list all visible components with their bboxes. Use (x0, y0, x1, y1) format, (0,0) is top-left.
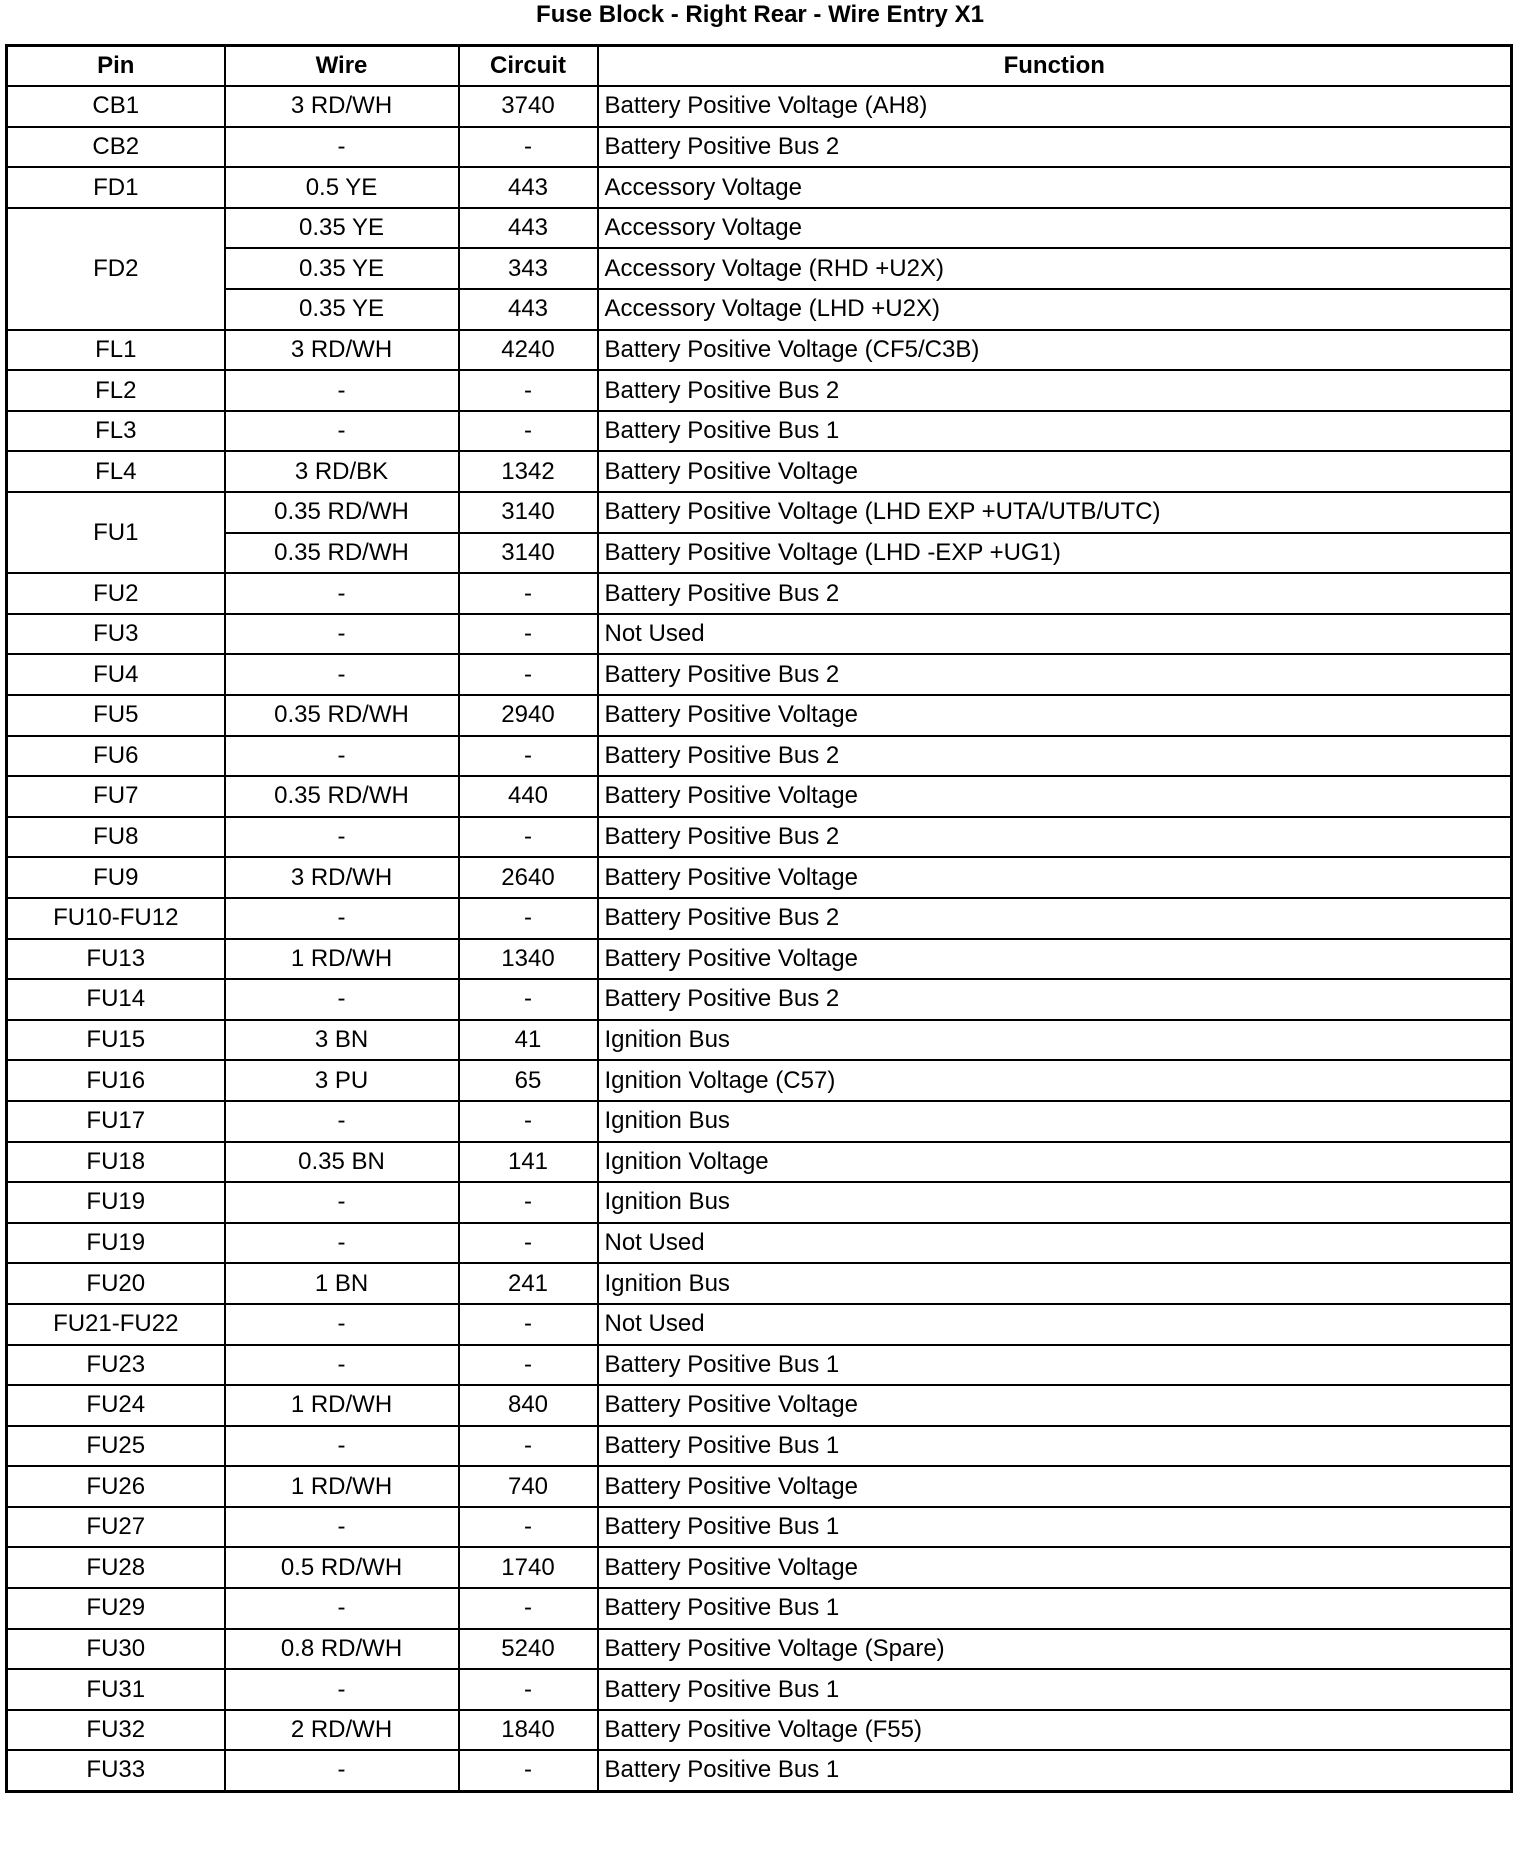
cell-circuit: 65 (459, 1060, 598, 1101)
cell-pin: FU9 (7, 857, 225, 898)
table-row (7, 1669, 1512, 1710)
cell-function: Battery Positive Bus 2 (598, 817, 1512, 858)
table-row (7, 1020, 1512, 1061)
cell-wire: - (225, 817, 459, 858)
cell-circuit: - (459, 736, 598, 777)
table-row (7, 1385, 1512, 1426)
cell-circuit: - (459, 654, 598, 695)
cell-wire: 1 RD/WH (225, 939, 459, 980)
cell-pin: FU20 (7, 1263, 225, 1304)
table-row (7, 1507, 1512, 1548)
cell-function: Battery Positive Bus 2 (598, 573, 1512, 614)
cell-function: Battery Positive Bus 2 (598, 736, 1512, 777)
table-row (7, 533, 1512, 574)
cell-circuit: 2640 (459, 857, 598, 898)
cell-function: Battery Positive Bus 1 (598, 1507, 1512, 1548)
cell-circuit: - (459, 1304, 598, 1345)
table-row (7, 208, 1512, 249)
table-row (7, 736, 1512, 777)
table-row (7, 1710, 1512, 1751)
cell-wire: 1 RD/WH (225, 1385, 459, 1426)
cell-circuit: 141 (459, 1142, 598, 1183)
table-row (7, 898, 1512, 939)
cell-function: Battery Positive Voltage (Spare) (598, 1629, 1512, 1670)
cell-wire: 0.5 YE (225, 167, 459, 208)
cell-function: Battery Positive Bus 2 (598, 898, 1512, 939)
cell-pin: FU27 (7, 1507, 225, 1548)
table-row (7, 817, 1512, 858)
cell-function: Battery Positive Bus 2 (598, 979, 1512, 1020)
cell-wire: - (225, 979, 459, 1020)
cell-function: Ignition Bus (598, 1182, 1512, 1223)
table-row (7, 573, 1512, 614)
cell-pin: FU14 (7, 979, 225, 1020)
cell-pin: FU19 (7, 1182, 225, 1223)
cell-wire: - (225, 370, 459, 411)
cell-circuit: 1342 (459, 451, 598, 492)
cell-function: Ignition Voltage (598, 1142, 1512, 1183)
cell-circuit: 443 (459, 167, 598, 208)
cell-function: Battery Positive Voltage (F55) (598, 1710, 1512, 1751)
cell-wire: 0.35 YE (225, 208, 459, 249)
table-row (7, 1223, 1512, 1264)
cell-circuit: - (459, 614, 598, 655)
table-row (7, 86, 1512, 127)
cell-pin: FU5 (7, 695, 225, 736)
cell-function: Battery Positive Voltage (LHD EXP +UTA/UTB/UTC) (598, 492, 1512, 533)
table-row (7, 1304, 1512, 1345)
cell-function: Battery Positive Bus 2 (598, 370, 1512, 411)
cell-pin: FU17 (7, 1101, 225, 1142)
cell-circuit: 343 (459, 248, 598, 289)
header-row (7, 46, 1512, 87)
cell-wire: - (225, 614, 459, 655)
cell-function: Ignition Voltage (C57) (598, 1060, 1512, 1101)
table-row (7, 411, 1512, 452)
header-function: Function (598, 46, 1512, 87)
cell-function: Battery Positive Voltage (598, 857, 1512, 898)
header-pin: Pin (7, 46, 225, 87)
cell-circuit: - (459, 573, 598, 614)
cell-wire: - (225, 1101, 459, 1142)
cell-circuit: - (459, 898, 598, 939)
cell-circuit: - (459, 1669, 598, 1710)
cell-circuit: - (459, 979, 598, 1020)
cell-wire: 0.5 RD/WH (225, 1547, 459, 1588)
cell-circuit: 3140 (459, 533, 598, 574)
cell-pin: FU25 (7, 1426, 225, 1467)
cell-wire: 0.35 YE (225, 248, 459, 289)
cell-function: Ignition Bus (598, 1101, 1512, 1142)
table-row (7, 1182, 1512, 1223)
cell-function: Battery Positive Voltage (AH8) (598, 86, 1512, 127)
table-row (7, 248, 1512, 289)
cell-pin: FU10-FU12 (7, 898, 225, 939)
cell-function: Battery Positive Bus 1 (598, 1588, 1512, 1629)
table-row (7, 289, 1512, 330)
cell-pin: FU8 (7, 817, 225, 858)
cell-wire: - (225, 1588, 459, 1629)
cell-circuit: 443 (459, 208, 598, 249)
cell-pin: FU4 (7, 654, 225, 695)
cell-function: Battery Positive Bus 1 (598, 1750, 1512, 1791)
cell-function: Not Used (598, 1304, 1512, 1345)
cell-pin: FL3 (7, 411, 225, 452)
cell-pin: FU31 (7, 1669, 225, 1710)
cell-pin: CB1 (7, 86, 225, 127)
cell-circuit: - (459, 1507, 598, 1548)
cell-function: Battery Positive Voltage (598, 1547, 1512, 1588)
cell-wire: - (225, 127, 459, 168)
cell-function: Battery Positive Voltage (598, 695, 1512, 736)
table-row (7, 1345, 1512, 1386)
cell-circuit: 440 (459, 776, 598, 817)
table-row (7, 1629, 1512, 1670)
pin-table (5, 44, 1513, 1793)
table-body (7, 86, 1512, 1791)
cell-function: Battery Positive Bus 2 (598, 654, 1512, 695)
cell-circuit: - (459, 370, 598, 411)
cell-circuit: 740 (459, 1466, 598, 1507)
cell-circuit: - (459, 1426, 598, 1467)
table-row (7, 1101, 1512, 1142)
cell-circuit: 840 (459, 1385, 598, 1426)
table-row (7, 1750, 1512, 1791)
cell-wire: - (225, 898, 459, 939)
table-row (7, 939, 1512, 980)
cell-pin: FU1 (7, 492, 225, 573)
table-row (7, 330, 1512, 371)
cell-pin: FU15 (7, 1020, 225, 1061)
cell-wire: - (225, 573, 459, 614)
cell-circuit: 443 (459, 289, 598, 330)
cell-pin: FD1 (7, 167, 225, 208)
cell-pin: FU7 (7, 776, 225, 817)
table-row (7, 1142, 1512, 1183)
cell-pin: FU28 (7, 1547, 225, 1588)
cell-pin: FU30 (7, 1629, 225, 1670)
cell-pin: FU29 (7, 1588, 225, 1629)
cell-pin: FU13 (7, 939, 225, 980)
table-row (7, 1588, 1512, 1629)
cell-wire: - (225, 1426, 459, 1467)
page-title: Fuse Block - Right Rear - Wire Entry X1 (536, 1, 984, 28)
cell-wire: 0.35 BN (225, 1142, 459, 1183)
cell-function: Ignition Bus (598, 1263, 1512, 1304)
table-row (7, 695, 1512, 736)
cell-function: Battery Positive Voltage (598, 1466, 1512, 1507)
cell-wire: 0.35 RD/WH (225, 695, 459, 736)
table-row (7, 1547, 1512, 1588)
table-row (7, 1263, 1512, 1304)
cell-circuit: 1840 (459, 1710, 598, 1751)
cell-wire: 0.35 YE (225, 289, 459, 330)
cell-circuit: - (459, 1588, 598, 1629)
cell-wire: 3 RD/BK (225, 451, 459, 492)
cell-circuit: - (459, 411, 598, 452)
cell-function: Accessory Voltage (598, 208, 1512, 249)
cell-wire: 0.8 RD/WH (225, 1629, 459, 1670)
table-row (7, 654, 1512, 695)
cell-wire: - (225, 1223, 459, 1264)
cell-function: Battery Positive Voltage (LHD -EXP +UG1) (598, 533, 1512, 574)
table-row (7, 1060, 1512, 1101)
cell-wire: 0.35 RD/WH (225, 533, 459, 574)
cell-pin: FU6 (7, 736, 225, 777)
cell-wire: - (225, 1304, 459, 1345)
cell-function: Accessory Voltage (LHD +U2X) (598, 289, 1512, 330)
header-circuit: Circuit (459, 46, 598, 87)
cell-pin: FL2 (7, 370, 225, 411)
cell-wire: - (225, 1182, 459, 1223)
cell-pin: FU2 (7, 573, 225, 614)
cell-pin: FU24 (7, 1385, 225, 1426)
cell-wire: - (225, 411, 459, 452)
cell-pin: FU3 (7, 614, 225, 655)
table-row (7, 451, 1512, 492)
cell-wire: - (225, 1750, 459, 1791)
cell-wire: 1 RD/WH (225, 1466, 459, 1507)
cell-function: Ignition Bus (598, 1020, 1512, 1061)
cell-function: Battery Positive Voltage (598, 1385, 1512, 1426)
cell-wire: - (225, 1669, 459, 1710)
cell-wire: 3 RD/WH (225, 86, 459, 127)
cell-function: Battery Positive Voltage (598, 776, 1512, 817)
table-row (7, 127, 1512, 168)
cell-wire: 0.35 RD/WH (225, 776, 459, 817)
cell-function: Battery Positive Bus 1 (598, 411, 1512, 452)
table-row (7, 492, 1512, 533)
cell-circuit: - (459, 1223, 598, 1264)
cell-pin: FU19 (7, 1223, 225, 1264)
cell-function: Battery Positive Voltage (CF5/C3B) (598, 330, 1512, 371)
cell-circuit: 1340 (459, 939, 598, 980)
cell-function: Battery Positive Bus 1 (598, 1426, 1512, 1467)
cell-function: Battery Positive Voltage (598, 939, 1512, 980)
cell-circuit: - (459, 1101, 598, 1142)
cell-function: Not Used (598, 614, 1512, 655)
cell-wire: 3 RD/WH (225, 330, 459, 371)
cell-circuit: 41 (459, 1020, 598, 1061)
cell-pin: CB2 (7, 127, 225, 168)
cell-wire: 0.35 RD/WH (225, 492, 459, 533)
cell-pin: FU26 (7, 1466, 225, 1507)
cell-pin: FL4 (7, 451, 225, 492)
cell-circuit: 1740 (459, 1547, 598, 1588)
cell-circuit: - (459, 127, 598, 168)
cell-pin: FU33 (7, 1750, 225, 1791)
cell-pin: FU21-FU22 (7, 1304, 225, 1345)
table-row (7, 776, 1512, 817)
cell-wire: 2 RD/WH (225, 1710, 459, 1751)
cell-wire: 3 RD/WH (225, 857, 459, 898)
cell-circuit: - (459, 1345, 598, 1386)
header-wire: Wire (225, 46, 459, 87)
cell-wire: 3 PU (225, 1060, 459, 1101)
cell-function: Battery Positive Bus 2 (598, 127, 1512, 168)
table-row (7, 1466, 1512, 1507)
cell-function: Accessory Voltage (598, 167, 1512, 208)
cell-circuit: 5240 (459, 1629, 598, 1670)
cell-circuit: 2940 (459, 695, 598, 736)
cell-circuit: - (459, 1182, 598, 1223)
cell-wire: 3 BN (225, 1020, 459, 1061)
cell-circuit: - (459, 1750, 598, 1791)
table-row (7, 979, 1512, 1020)
table-row (7, 1426, 1512, 1467)
cell-wire: - (225, 654, 459, 695)
cell-pin: FL1 (7, 330, 225, 371)
cell-function: Battery Positive Voltage (598, 451, 1512, 492)
cell-function: Battery Positive Bus 1 (598, 1345, 1512, 1386)
cell-circuit: - (459, 817, 598, 858)
cell-pin: FU32 (7, 1710, 225, 1751)
cell-pin: FU18 (7, 1142, 225, 1183)
cell-pin: FD2 (7, 208, 225, 330)
cell-wire: - (225, 1507, 459, 1548)
cell-wire: 1 BN (225, 1263, 459, 1304)
cell-pin: FU16 (7, 1060, 225, 1101)
table-row (7, 614, 1512, 655)
cell-wire: - (225, 736, 459, 777)
table-row (7, 857, 1512, 898)
cell-wire: - (225, 1345, 459, 1386)
cell-circuit: 4240 (459, 330, 598, 371)
cell-function: Battery Positive Bus 1 (598, 1669, 1512, 1710)
cell-pin: FU23 (7, 1345, 225, 1386)
cell-circuit: 241 (459, 1263, 598, 1304)
table-row (7, 167, 1512, 208)
cell-circuit: 3740 (459, 86, 598, 127)
cell-function: Not Used (598, 1223, 1512, 1264)
cell-function: Accessory Voltage (RHD +U2X) (598, 248, 1512, 289)
cell-circuit: 3140 (459, 492, 598, 533)
table-row (7, 370, 1512, 411)
